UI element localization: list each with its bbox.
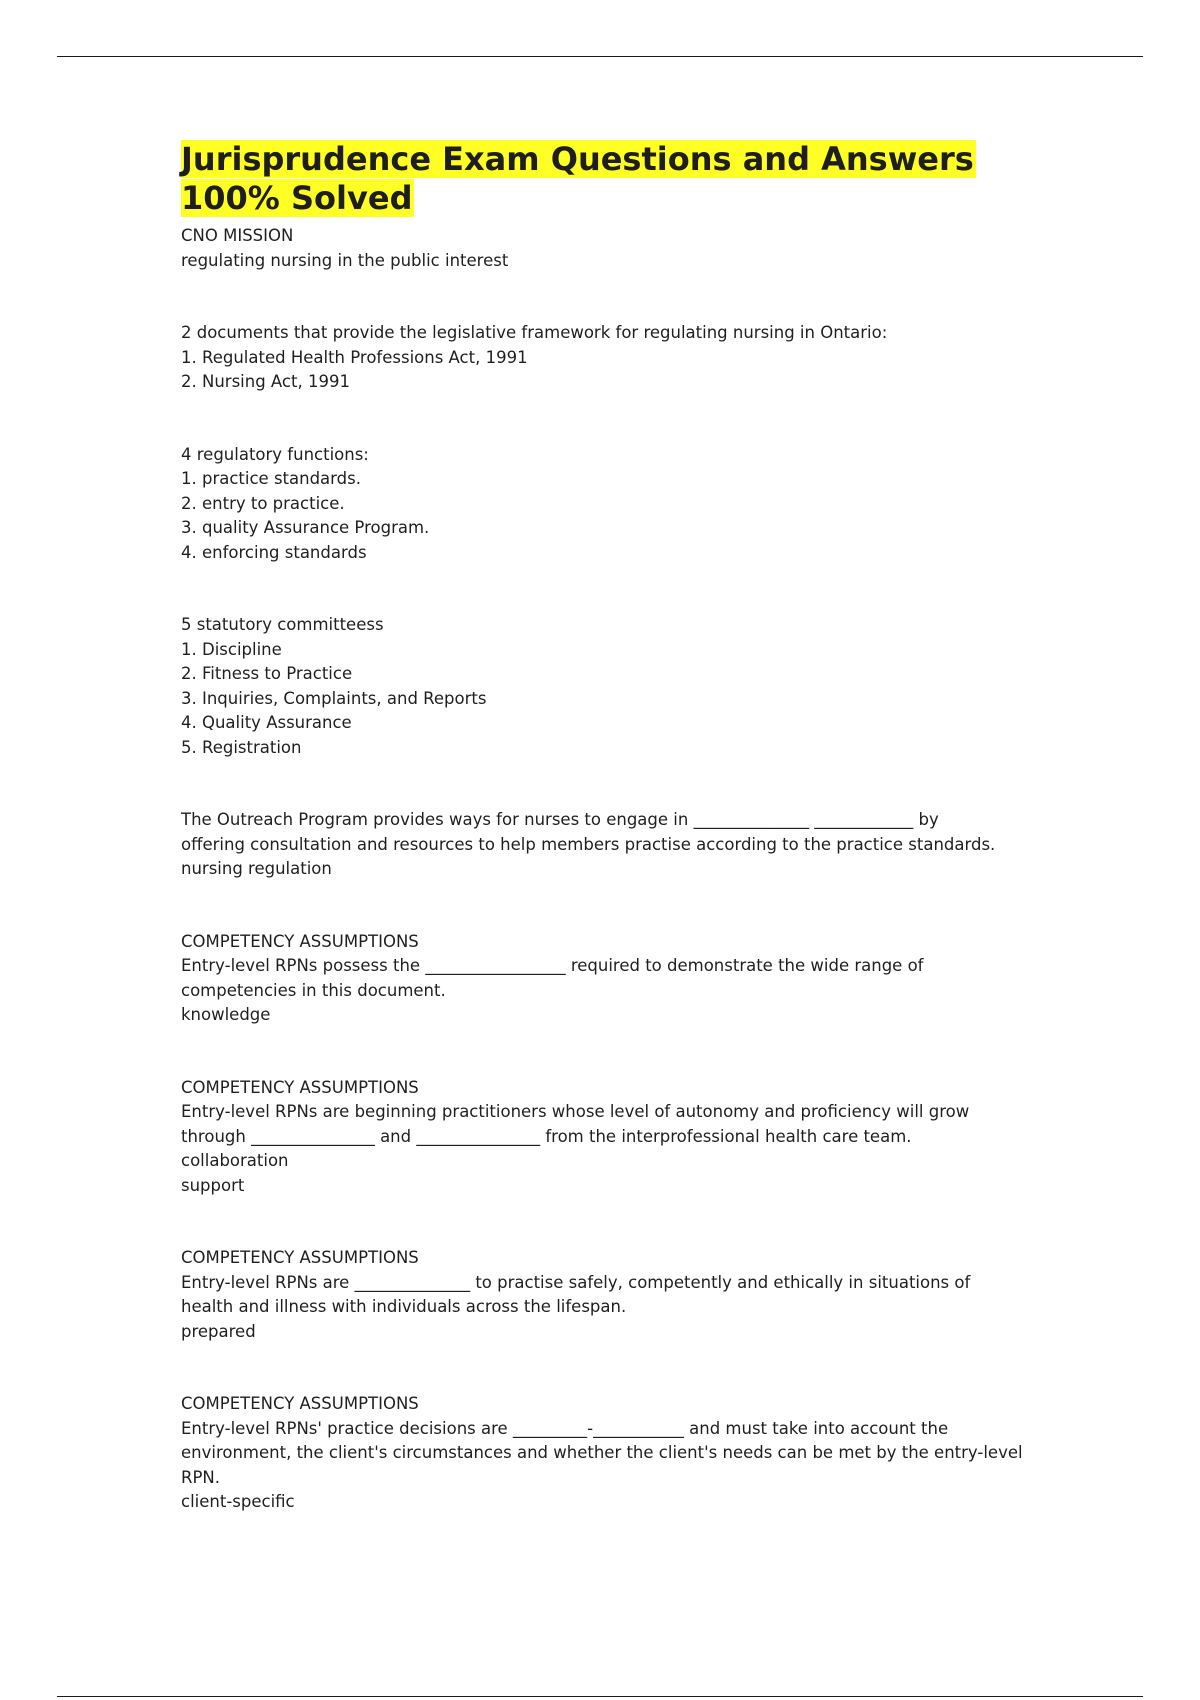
block-spacer bbox=[181, 1028, 1041, 1076]
qa-block bbox=[181, 224, 1041, 273]
qa-line: collaboration bbox=[181, 1151, 289, 1170]
qa-line: regulating nursing in the public interest bbox=[181, 250, 509, 270]
qa-line: 1. Regulated Health Professions Act, 1991 bbox=[181, 347, 528, 367]
bottom-divider bbox=[57, 1696, 1143, 1697]
qa-line: client-specific bbox=[181, 1492, 295, 1511]
qa-block bbox=[181, 613, 1041, 760]
qa-line: support bbox=[181, 1175, 245, 1195]
qa-line: RPN. bbox=[181, 1467, 221, 1487]
qa-line: prepared bbox=[181, 1321, 256, 1341]
qa-line: health and illness with individuals across the lifespan. bbox=[181, 1297, 627, 1316]
qa-block bbox=[181, 1392, 1041, 1515]
qa-line: environment, the client's circumstances and whether the client's needs can be met by the entry-level bbox=[181, 1443, 1023, 1462]
qa-block bbox=[181, 321, 1041, 395]
qa-block bbox=[181, 443, 1041, 566]
block-spacer bbox=[181, 565, 1041, 613]
qa-line: knowledge bbox=[181, 1005, 271, 1024]
qa-line: 1. Discipline bbox=[181, 639, 282, 659]
title-line-2: 100% Solved bbox=[181, 179, 413, 217]
qa-line: 2. entry to practice. bbox=[181, 493, 345, 513]
qa-line: 5 statutory committeess bbox=[181, 615, 384, 634]
qa-line: 4. Quality Assurance bbox=[181, 713, 352, 732]
qa-line: 4. enforcing standards bbox=[181, 542, 367, 562]
qa-line: 4 regulatory functions: bbox=[181, 444, 369, 464]
block-spacer bbox=[181, 1198, 1041, 1246]
qa-line: 2. Fitness to Practice bbox=[181, 664, 353, 683]
qa-list bbox=[181, 224, 1041, 1515]
qa-block bbox=[181, 930, 1041, 1028]
title-line-1: Jurisprudence Exam Questions and Answers bbox=[181, 140, 974, 178]
qa-line: COMPETENCY ASSUMPTIONS bbox=[181, 1248, 419, 1267]
qa-line: Entry-level RPNs possess the _________________ required to demonstrate the wide range of bbox=[181, 956, 924, 975]
block-spacer bbox=[181, 760, 1041, 808]
qa-line: COMPETENCY ASSUMPTIONS bbox=[181, 1077, 419, 1097]
qa-line: Entry-level RPNs' practice decisions are _________-___________ and must take into account the bbox=[181, 1418, 949, 1438]
qa-line: Entry-level RPNs are beginning practitioners whose level of autonomy and proficiency will grow bbox=[181, 1102, 970, 1121]
qa-block bbox=[181, 1076, 1041, 1199]
qa-line: 1. practice standards. bbox=[181, 469, 361, 488]
block-spacer bbox=[181, 273, 1041, 321]
qa-line: competencies in this document. bbox=[181, 980, 446, 1000]
qa-line: 3. quality Assurance Program. bbox=[181, 518, 430, 537]
qa-line: 2 documents that provide the legislative framework for regulating nursing in Ontario: bbox=[181, 323, 888, 342]
block-spacer bbox=[181, 395, 1041, 443]
qa-line: offering consultation and resources to help members practise according to the practice standards. bbox=[181, 834, 996, 854]
qa-line: COMPETENCY ASSUMPTIONS bbox=[181, 931, 419, 951]
qa-line: CNO MISSION bbox=[181, 226, 294, 245]
top-divider bbox=[57, 56, 1143, 57]
qa-block bbox=[181, 1246, 1041, 1344]
qa-line: nursing regulation bbox=[181, 859, 332, 878]
qa-line: 5. Registration bbox=[181, 737, 302, 757]
qa-line: COMPETENCY ASSUMPTIONS bbox=[181, 1394, 419, 1413]
qa-block bbox=[181, 808, 1041, 882]
qa-line: 2. Nursing Act, 1991 bbox=[181, 372, 350, 391]
qa-line: The Outreach Program provides ways for nurses to engage in ______________ ____________ by bbox=[181, 810, 939, 829]
block-spacer bbox=[181, 882, 1041, 930]
document-title bbox=[181, 140, 1041, 218]
block-spacer bbox=[181, 1344, 1041, 1392]
qa-line: through _______________ and _______________ from the interprofessional health care team. bbox=[181, 1126, 912, 1146]
qa-line: 3. Inquiries, Complaints, and Reports bbox=[181, 688, 487, 708]
document-body bbox=[181, 140, 1041, 1515]
qa-line: Entry-level RPNs are ______________ to practise safely, competently and ethically in situations of bbox=[181, 1272, 971, 1292]
